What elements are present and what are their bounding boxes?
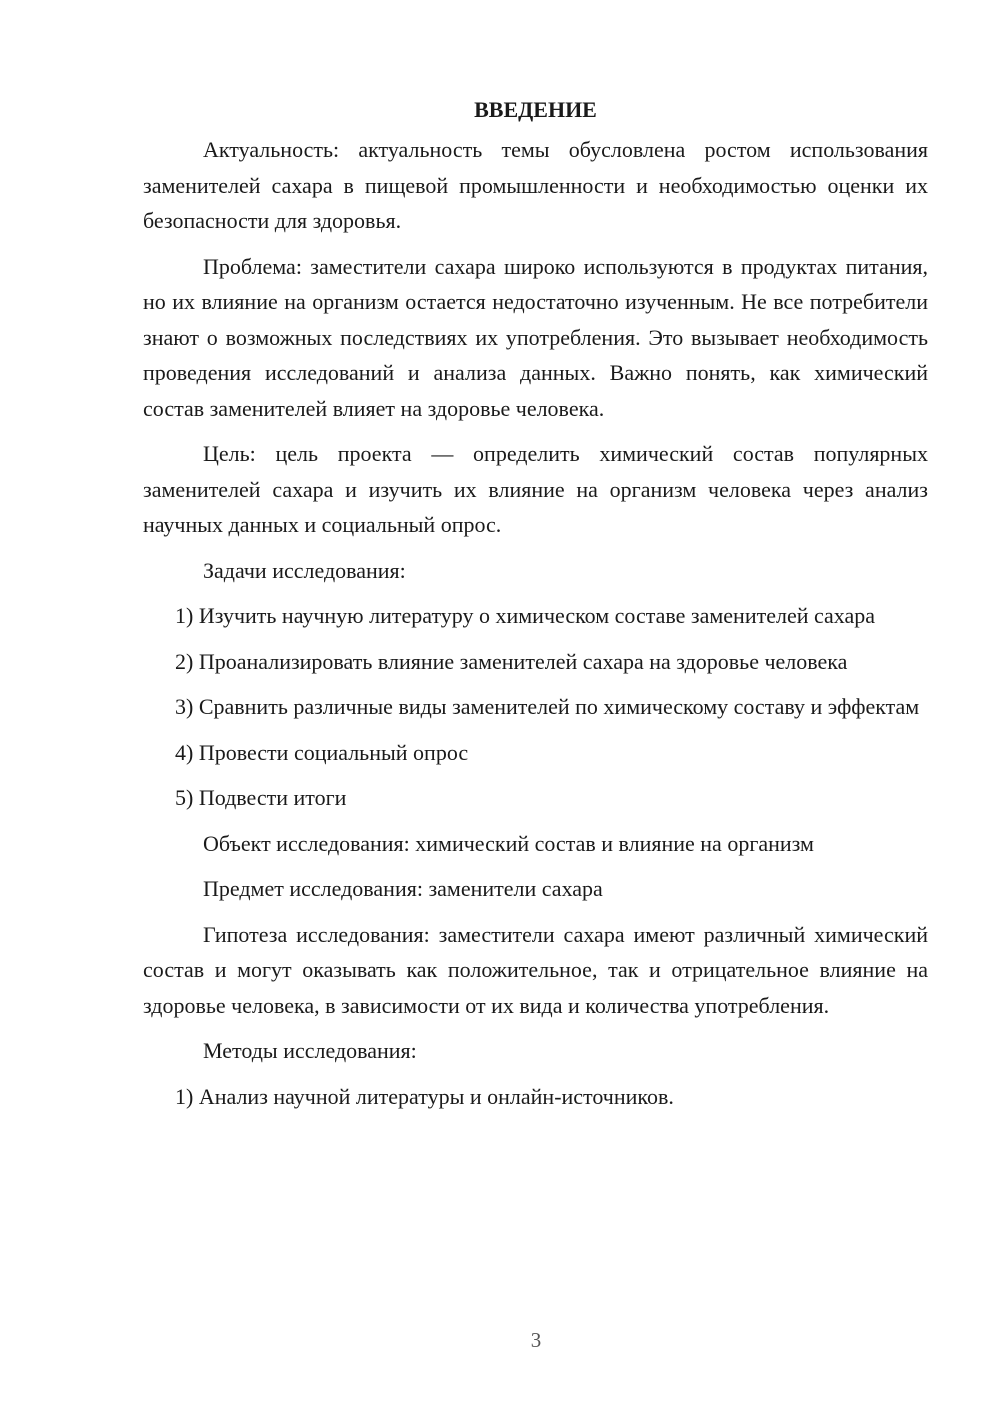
- task-item: 2) Проанализировать влияние заменителей сахара на здоровье человека: [175, 648, 848, 674]
- subject-line: Предмет исследования: заменители сахара: [203, 876, 603, 901]
- section-heading: ВВЕДЕНИЕ: [474, 97, 597, 122]
- task-item: 4) Провести социальный опрос: [175, 739, 469, 765]
- page-number: 3: [530, 1328, 542, 1352]
- relevance-paragraph: Актуальность: актуальность темы обусловлена ростом использования заменителей сахара в пищевой промышленности и необходимостью оценки их безопасности для здоровья.: [143, 137, 928, 233]
- methods-title: Методы исследования:: [203, 1038, 417, 1063]
- task-item: 3) Сравнить различные виды заменителей по химическому составу и эффектам: [175, 694, 920, 719]
- goal-paragraph: Цель: цель проекта — определить химический состав популярных заменителей сахара и изучить их влияние на организм человека через анализ научных данных и социальный опрос.: [143, 441, 928, 537]
- object-line: Объект исследования: химический состав и влияние на организм: [203, 830, 814, 856]
- problem-paragraph: Проблема: заместители сахара широко используются в продуктах питания, но их влияние на организм остается недостаточно изученным. Не все потребители знают о возможных последствиях их употребления. Это вызывает необходимость проведения исследований и анализа данных. Важно понять, как химический состав заменителей влияет на здоровье человека.: [143, 253, 928, 421]
- document-page: [143, 92, 928, 1124]
- tasks-title: Задачи исследования:: [203, 557, 406, 583]
- task-item: 1) Изучить научную литературу о химическом составе заменителей сахара: [175, 603, 876, 628]
- hypothesis-paragraph: Гипотеза исследования: заместители сахара имеют различный химический состав и могут оказывать как положительное, так и отрицательное влияние на здоровье человека, в зависимости от их вида и количества употребления.: [143, 921, 928, 1018]
- method-item: 1) Анализ научной литературы и онлайн-источников.: [175, 1083, 674, 1109]
- task-item: 5) Подвести итоги: [175, 785, 347, 810]
